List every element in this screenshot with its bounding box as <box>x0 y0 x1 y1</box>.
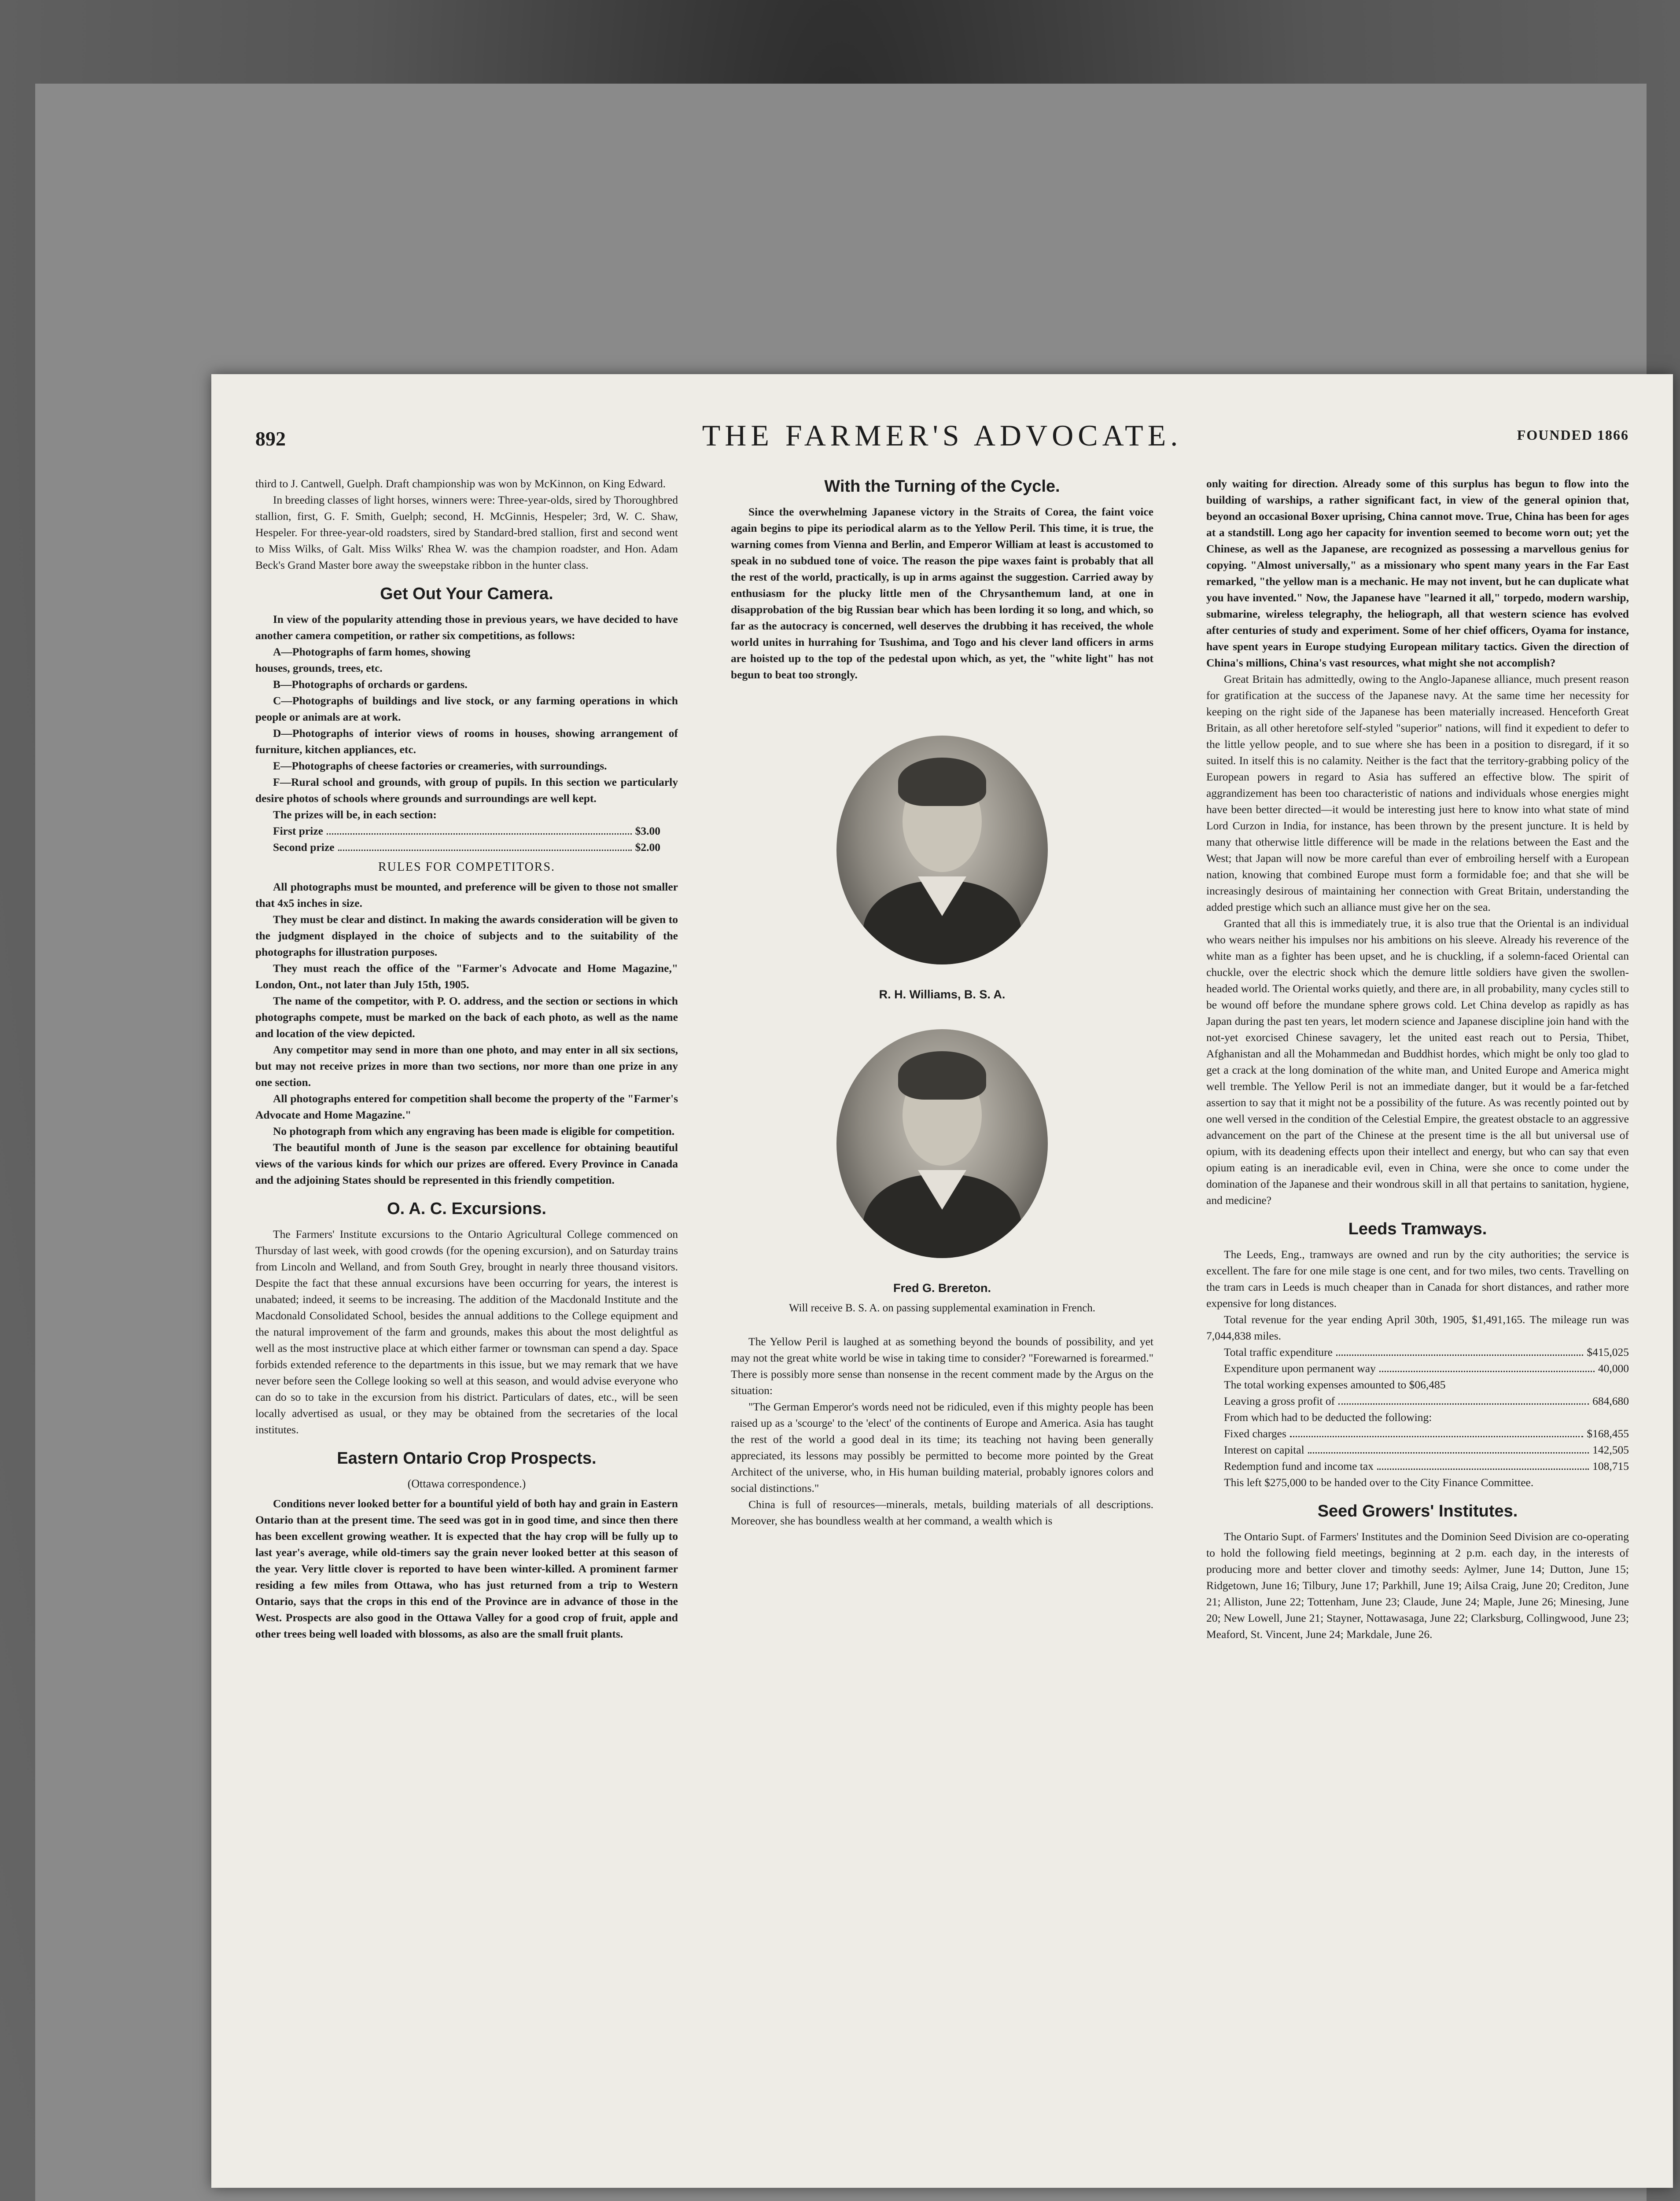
leader-dots <box>338 839 632 851</box>
cycle-paragraph: Since the overwhelming Japanese victory in the Straits of Corea, the faint voice again begins to pipe its periodical alarm as to the Yellow Peril. This time, it is true, the warning comes from Vienna and Berlin, and Emperor William at least is accustomed to speak in no subdued tone of voice. The reason the pipe waxes faint is probably that all the rest of the world, practically, is up in arms against the suggestion. Carried away by enthusiasm for the plucky little men of the Chrysanthemum land, at one in disapprobation of the big Russian bear which has been lording it so long, and which, so far as the autocracy is concerned, well deserves the drubbing it has received, the whole world unites in hurrahing for Tsushima, and Togo and his clever land officers in arms are hoisted up to the top of the pedestal upon which, as yet, the "white light" has not begun to beat too strongly. <box>731 505 1153 681</box>
crop-paragraph: Conditions never looked better for a bountiful yield of both hay and grain in Eastern Ontario than at the present time. The seed was got in in good time, and since then there has been excellent growing weather. It is expected that the hay crop will be fully up to last year's average, while old-timers say the grain never looked better at this season of the year. Very little clover is reported to have been winter-killed. A prominent farmer residing a few miles from Ottawa, who has just returned from a trip to Western Ontario, says that the crops in this end of the Province are in advance of those in the West. Prospects are also good in the Ottawa Valley for a good crop of fruit, apple and other trees being well loaded with blossoms, as also are the small fruit plants. <box>255 1497 678 1640</box>
finance-value: $415,025 <box>1587 1346 1629 1358</box>
leader-dots <box>1338 1393 1589 1405</box>
finance-label: Expenditure upon permanent way <box>1224 1362 1376 1375</box>
leader-dots <box>1336 1344 1583 1356</box>
seed-heading: Seed Growers' Institutes. <box>1317 1502 1518 1520</box>
rule-6: All photographs entered for competition shall become the property of the "Farmer's Advocate and Home Magazine." <box>255 1092 678 1121</box>
finance-value: $168,455 <box>1587 1427 1629 1440</box>
rule-5: Any competitor may send in more than one photo, and may enter in all six sections, but may not receive prizes in more than two sections, nor more than one prize in any one section. <box>255 1043 678 1089</box>
crop-subheading: (Ottawa correspondence.) <box>407 1477 526 1490</box>
rule-2: They must be clear and distinct. In making the awards consideration will be given to the judgment displayed in the choice of subjects and to the suitability of the photographs for illustration purposes. <box>255 913 678 958</box>
category-a-label: A—Photographs of farm homes, showing <box>273 645 471 658</box>
second-prize-label: Second prize <box>273 841 335 854</box>
founded-label: FOUNDED 1866 <box>1517 427 1629 443</box>
leader-dots <box>1290 1425 1584 1437</box>
breeding-paragraph: In breeding classes of light horses, winners were: Three-year-olds, sired by Thoroughbred stallion, first, G. F. Smith, Guelph; second, H. McGinnis, Hespeler; 3rd, W. C. Shaw, Hespeler. For three-year-old roadsters, sired by Standard-bred stallion, first and second went to Miss Wilks, of Galt. Miss Wilks' Rhea W. was the champion roadster, and Hon. Adam Beck's Grand Master bore away the sweepstake ribbon in the hunter class. <box>255 493 678 571</box>
page-number: 892 <box>255 427 286 450</box>
second-prize-row <box>255 839 678 855</box>
leeds-paragraph-3: This left $275,000 to be handed over to the City Finance Committee. <box>1224 1476 1534 1489</box>
finance-row <box>1206 1344 1629 1360</box>
intro-paragraph: third to J. Cantwell, Guelph. Draft championship was won by McKinnon, on King Edward. <box>255 477 666 490</box>
rule-3: They must reach the office of the "Farmer's Advocate and Home Magazine," London, Ont., not later than July 15th, 1905. <box>255 962 678 991</box>
finance-value: 40,000 <box>1598 1362 1629 1375</box>
portrait-williams <box>731 736 1153 982</box>
category-a-continued: houses, grounds, trees, etc. <box>255 662 383 674</box>
finance-value: 108,715 <box>1592 1460 1629 1472</box>
newspaper-page <box>211 374 1673 2188</box>
finance-label: Redemption fund and income tax <box>1224 1460 1374 1472</box>
leader-dots <box>1377 1458 1589 1470</box>
portrait-caption-brereton: Fred G. Brereton. <box>893 1281 991 1295</box>
seed-paragraph: The Ontario Supt. of Farmers' Institutes and the Dominion Seed Division are co-operating to hold the following field meetings, beginning at 2 p.m. each day, in the interests of producing more and better clover and timothy seeds: Aylmer, June 14; Dutton, June 15; Ridgetown, June 16; Tilbury, June 17; Parkhill, June 19; Ailsa Craig, June 20; Crediton, June 21; Alliston, June 22; Tottenham, June 23; Claude, June 24; Maple, June 26; Minesing, June 20; New Lowell, June 21; Stayner, Nottawasaga, June 22; Clarksburg, Collingwood, June 23; Meaford, St. Vincent, June 24; Markdale, June 26. <box>1206 1530 1629 1641</box>
portrait-oval-photo <box>836 1029 1048 1258</box>
finance-value: 684,680 <box>1592 1395 1629 1407</box>
oac-paragraph: The Farmers' Institute excursions to the Ontario Agricultural College commenced on Thursday of last week, with good crowds (for the opening excursion), and on Saturday trains from Lincoln and Welland, and from South Grey, brought in nearly three thousand visitors. Despite the fact that these annual excursions have been occurring for years, the interest is unabated; indeed, it seems to be increasing. The addition of the Macdonald Institute and the Macdonald Consolidated School, besides the annual additions to the College equipment and the natural improvement of the farm and grounds, makes this about the most delightful as well as the most instructive place at which either farmer or townsman can spend a day. Space forbids extended reference to the departments in this issue, but we may remark that we have never before seen the College looking so well at this season, and would advise everyone who can do so to take in the excursion from his district. Particulars of dates, etc., will be seen locally advertised as usual, or they may be obtained from the secretaries of the local institutes. <box>255 1228 678 1436</box>
yellow-peril-quote: "The German Emperor's words need not be ridiculed, even if this mighty people has been raised up as a 'scourge' to the 'elect' of the continents of Europe and America. Asia has taught the rest of the world a good deal in its time; its teaching not having been generally appreciated, its lessons may possibly be permitted to become more pointed by the Great Architect of the universe, who, in His human building material, probably ignores colors and social distinctions." <box>731 1400 1153 1494</box>
first-prize-label: First prize <box>273 824 323 837</box>
portrait-oval-photo <box>836 736 1048 964</box>
column-left <box>255 475 678 2157</box>
finance-row <box>1206 1360 1629 1377</box>
finance-label: Total traffic expenditure <box>1224 1346 1333 1358</box>
finance-row <box>1206 1425 1629 1442</box>
prizes-intro: The prizes will be, in each section: <box>273 808 437 821</box>
oriental-paragraph: Granted that all this is immediately true, it is also true that the Oriental is an individual who wears neither his impulses nor his ambitions on his sleeve. Already his reverence of the white man as a fighter has been upset, and he is chuckling, if a solemn-faced Oriental can chuckle, over the electric shock which the demure little soldiers have given the swollen-headed world. The Oriental works quietly, and there are, in all probability, many cycles still to be wound off before the mundane sphere grows cold. Let China develop as rapidly as has Japan during the past ten years, let modern science and Japanese discipline join hand with the not-yet exorcised Chinese savagery, let the united east reach out to Persia, Thibet, Afghanistan and all the Mohammedan and Buddhist hordes, which might be only too glad to get a crack at the long domination of the white man, and United Europe and America might well tremble. The Yellow Peril is not an immediate danger, but it would be a far-fetched assertion to say that it might not be a possibility of the future. As was recently pointed out by one well versed in the condition of the Celestial Empire, the greatest obstacle to an aggressive advancement on the part of the Chinese at the present time is the all but universal use of opium, with its deadening effects upon their intellect and energy, but who can say that even opium eating is an ineradicable evil, even in China, were she once to come under the domination of the Japanese and their wondrous skill in all that pertains to sanitation, hygiene, and medicine? <box>1206 917 1629 1207</box>
britain-paragraph: Great Britain has admittedly, owing to the Anglo-Japanese alliance, much present reason for gratification at the success of the Japanese navy. At the same time her necessity for keeping on the right side of the Japanese has been materially increased. Henceforth Great Britain, as all other heretofore self-styled "superior" nations, will find it expedient to defer to the little yellow people, and to sue where she has been in a position to disregard, if it so suited. In itself this is no calamity. Neither is the fact that the territory-grabbing policy of the European powers in regard to Asia has suffered an effective blow. The spirit of aggrandizement has been too characteristic of nations and individuals whose energies might have been better directed—it would be interesting just here to know into what state of mind Lord Curzon in India, for instance, has been thrown by the present juncture. It is held by many that otherwise little difference will be made in the relations between the East and the West; that Japan will now be more careful than ever of embroiling herself with a European nation, knowing that combined Europe must form a formidable foe; and that she will be increasingly desirous of maintaining her connection with Great Britain, understanding the added prestige which such an alliance must give her on the sea. <box>1206 673 1629 913</box>
category-a <box>255 644 678 660</box>
finance-total-line: The total working expenses amounted to $06,485 <box>1224 1378 1446 1391</box>
yellow-peril-paragraph-1: The Yellow Peril is laughed at as something beyond the bounds of possibility, and yet may not the great white world be wise in taking time to consider? "Forewarned is forearmed." There is possibly more sense than nonsense in the recent comment made by the Argus on the situation: <box>731 1335 1153 1397</box>
leader-dots <box>1379 1360 1595 1372</box>
rule-8: The beautiful month of June is the season par excellence for obtaining beautiful views of the various kinds for which our prizes are offered. Every Province in Canada and the adjoining States should be represented in this friendly competition. <box>255 1141 678 1186</box>
finance-deduction-line: From which had to be deducted the following: <box>1224 1411 1432 1424</box>
category-f: F—Rural school and grounds, with group of pupils. In this section we particularly desire photos of schools where grounds and surroundings are well kept. <box>255 776 678 805</box>
leader-dots <box>327 823 632 835</box>
column-right <box>1206 475 1629 2157</box>
second-prize-value: $2.00 <box>635 841 660 854</box>
finance-label: Interest on capital <box>1224 1443 1304 1456</box>
page-header <box>255 418 1629 462</box>
oac-heading: O. A. C. Excursions. <box>387 1200 546 1218</box>
category-e: E—Photographs of cheese factories or creameries, with surroundings. <box>273 759 607 772</box>
masthead-title: THE FARMER'S ADVOCATE. <box>702 419 1183 452</box>
finance-label: Fixed charges <box>1224 1427 1286 1440</box>
crop-heading: Eastern Ontario Crop Prospects. <box>337 1449 597 1468</box>
portrait-hair <box>898 1051 986 1100</box>
portrait-caption-williams: R. H. Williams, B. S. A. <box>879 988 1006 1001</box>
rule-1: All photographs must be mounted, and preference will be given to those not smaller that 4x5 inches in size. <box>255 880 678 909</box>
first-prize-row <box>255 823 678 839</box>
finance-label: Leaving a gross profit of <box>1224 1395 1335 1407</box>
category-b: B—Photographs of orchards or gardens. <box>273 678 468 691</box>
portrait-brereton <box>731 1029 1153 1276</box>
leeds-heading: Leeds Tramways. <box>1348 1220 1487 1238</box>
rules-heading: RULES FOR COMPETITORS. <box>378 860 556 874</box>
camera-intro: In view of the popularity attending those in previous years, we have decided to have another camera competition, or rather six competitions, as follows: <box>255 613 678 642</box>
leeds-paragraph-1: The Leeds, Eng., tramways are owned and run by the city authorities; the service is excellent. The fare for one mile stage is one cent, and for two miles, two cents. Travelling on the tram cars in Leeds is much cheaper than in Canada for short distances, and rather more expensive for long distances. <box>1206 1248 1629 1310</box>
column-middle <box>731 475 1153 2157</box>
finance-row <box>1206 1442 1629 1458</box>
category-c: C—Photographs of buildings and live stock, or any farming operations in which people or animals are at work. <box>255 694 678 723</box>
finance-value: 142,505 <box>1592 1443 1629 1456</box>
category-d: D—Photographs of interior views of rooms in houses, showing arrangement of furniture, kitchen appliances, etc. <box>255 727 678 756</box>
portrait-hair <box>898 758 986 806</box>
cycle-heading: With the Turning of the Cycle. <box>824 477 1060 496</box>
leeds-paragraph-2: Total revenue for the year ending April 30th, 1905, $1,491,165. The mileage run was 7,044,838 miles. <box>1206 1313 1629 1342</box>
rule-7: No photograph from which any engraving has been made is eligible for competition. <box>273 1125 675 1137</box>
portrait-caption-note: Will receive B. S. A. on passing supplemental examination in French. <box>788 1302 1096 1314</box>
finance-row <box>1206 1393 1629 1409</box>
camera-heading: Get Out Your Camera. <box>380 585 553 603</box>
finance-row <box>1206 1458 1629 1474</box>
yellow-peril-paragraph-3: China is full of resources—minerals, metals, building materials of all descriptions. Moreover, she has boundless wealth at her command, a wealth which is <box>731 1498 1153 1527</box>
first-prize-value: $3.00 <box>635 824 660 837</box>
china-paragraph-1: only waiting for direction. Already some of this surplus has begun to flow into the building of warships, a rather significant fact, in view of the general opinion that, beyond an occasional Boxer uprising, China cannot move. True, China has been for ages at a standstill. Long ago her capacity for invention seemed to become worn out; yet the Chinese, as well as the Japanese, are recognized as possessing a marvellous genius for copying. "Almost universally," as a missionary who spent many years in the Far East remarked, "the yellow man is a mechanic. He may not invent, but he can duplicate what you have invented." Now, the Japanese have "learned it all," torpedo, modern warship, submarine, wireless telegraphy, the heliograph, all that western science has evolved after centuries of study and experiment. Some of her chief officers, Oyama for instance, have spent years in Europe studying European military tactics. Given the direction of China's millions, China's vast resources, what might she not accomplish? <box>1206 477 1629 669</box>
rule-4: The name of the competitor, with P. O. address, and the section or sections in which photographs compete, must be marked on the back of each photo, as well as the name and location of the view depicted. <box>255 994 678 1040</box>
leader-dots <box>1308 1442 1589 1454</box>
